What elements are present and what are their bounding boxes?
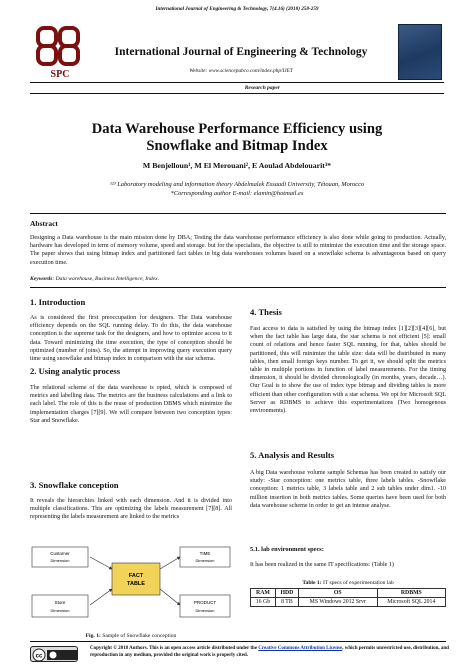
keywords-list: : Data warehouse, Business Intelligence, Index. [52,276,160,282]
journal-cover-image [398,24,442,80]
svg-text:Customer: Customer [50,551,70,556]
section-heading-snowflake: 3. Snowflake conception [30,480,119,490]
footer-rule [30,641,446,642]
table-row [251,598,446,607]
affiliation-block [0,181,474,198]
svg-text:Dimension: Dimension [50,608,70,613]
table-cell: Microsoft SQL 2014 [377,598,445,607]
table-header-cell: OS [298,589,377,598]
header-rule [30,82,444,83]
keywords [30,276,446,282]
time-dimension-box [180,547,230,567]
footer-text: Copyright © 2018 Authors. This is an open access article distributed under the [90,646,259,651]
table-header-cell: HDD [275,589,298,598]
product-dimension-box [180,595,230,617]
svg-text:FACT: FACT [128,573,144,579]
copyright-footer [90,646,460,659]
store-dimension-box [32,595,88,617]
figure-caption-label: Fig. 1: [85,633,101,639]
authors: M Benjelloun¹, M El Merouani², E Aoulad Abdelouarit³* [142,161,332,170]
section-text-analysis: A big Data warehouse volume sample Schemas has been created to satisfy our study: -Star conception: one metrics table, three labels tables. -Snowflake conception: 1 metrics table, 3 labels table and 2 sub tables under dim1. -10 million insertion in both metrics tables. Some queries have been used for both data warehouse scheme in order to get an intense analyse. [250,470,446,509]
journal-citation: International Journal of Engineering & Technology, 7(4.16) (2018) 258-259 [155,6,319,12]
table-caption-label: Table 1: [302,580,322,586]
section-text-thesis: Fast access to data is satisfied by using the bitmap index [1][2][3][4][6], but when the fact table has large data, the star schema is not efficient [5]: small count of relations and hence faster SQL running, for that, tables should be partitioned, this will minimize the table size: data will be distributed in many tables, then small foreign keys number. To get it, we should split the metrics table in multiple portions in function of label measurements. For the timing dimension, it should be divided chronologically (in months, years, decade…). Our Goal is to show the use of index type bitmap and dividing tables is more efficient than other configuration with a star schema. We opt for Microsoft SQL Server as RDBMS to achieve this experimentations (Two homogenous environments). [250,326,446,415]
affiliation: ¹²³ Laboratory modeling and information theory Abdelmalek Essaadi University, Tétouan, Morocco [109,181,365,188]
svg-text:Dimension: Dimension [195,608,215,613]
table-cell: 16 Gb [251,598,276,607]
keywords-label: Keywords [30,276,53,282]
publisher-logo [34,24,86,82]
table-caption [250,580,446,586]
journal-name: International Journal of Engineering & Technology [114,46,368,58]
license-link[interactable]: Creative Commons Attribution License [258,646,343,651]
paper-title: Data Warehouse Performance Efficiency using Snowflake and Bitmap Index [91,121,383,154]
table-header-cell: RDBMS [377,589,445,598]
footer-text-end: , which permits unrestricted use, distribution, and reproduction in any medium, provided the original work is properly cited. [90,646,449,658]
table-caption-text: IT specs of experimentation lab [321,580,394,586]
specs-table [250,588,446,607]
svg-text:cc: cc [35,653,43,660]
table-header-row [251,589,446,598]
fact-table-box [112,563,160,595]
abstract-rule-top [30,213,446,214]
section-text-snowflake: It reveals the hierarchies linked with each dimension. And it is divided into multiple classifications. This are optimizing the labels measurement [7][8]. All representing the labels measurement are linked to the metrics [30,498,232,521]
snowflake-diagram [30,543,232,628]
journal-website[interactable]: Website: www.sciencepubco.com/index.php/IJET [189,68,293,74]
table-cell: 8 TB [275,598,298,607]
subsection-heading-lab-env: 5.1. lab environment specs: [250,546,324,553]
section-heading-thesis: 4. Thesis [250,307,282,317]
logo-text: SPC [50,69,70,80]
section-heading-introduction: 1. Introduction [30,297,86,307]
svg-text:Store: Store [54,600,66,605]
figure-caption-text: Sample of Snowflake conception [100,633,177,639]
abstract-rule-bottom [30,287,446,288]
svg-text:Dimension: Dimension [195,558,215,563]
section-heading-analysis: 5. Analysis and Results [250,450,335,460]
customer-dimension-box [32,547,88,567]
subsection-text-lab-env: It has been realized in the same IT specifications: (Table 1) [250,562,394,568]
section-text-analytic: The relational scheme of the data warehouse is opted, which is composed of metrics and labelling data. The metrics are the business calculations and a link to each label. The role of this is the reuse of production DBMS which minimize the implementation charges [7][9]. We will compare between two conception types: Star and Snowflake. [30,385,232,424]
paper-type: Research paper [244,85,280,91]
svg-text:TIME: TIME [199,551,211,556]
section-heading-analytic: 2. Using analytic process [30,366,121,376]
svg-text:Dimension: Dimension [50,558,70,563]
abstract-heading: Abstract [30,219,58,228]
figure-caption [30,633,232,639]
svg-text:TABLE: TABLE [127,581,145,587]
section-text-introduction: As is considered the first preoccupation for designers. The Data warehouse efficiency depends on the SQL running delay. To do this, the data warehouse conception is the supreme task for the designers, and how to optimize access to it data. Toward minimizing the time execution, the type of conception should be optimized (number of joins). So, the attempt in improving query execution query time using snowflake and bitmap index in comparison with the star schema. [30,315,232,363]
table-cell: MS Windows 2012 Srvr [298,598,377,607]
creative-commons-badge [30,646,78,662]
corresponding-author: *Corresponding author E-mail: elamin@hotmail.es [170,189,304,197]
table-header-cell: RAM [251,589,276,598]
svg-text:PRODUCT: PRODUCT [193,600,217,605]
header-rule-bottom [30,93,444,94]
abstract-text: Designing a Data warehouse is the main mission done by DBA; Testing the data warehouse performance efficiency is also done while going to production. Actually, hardware has developed in term of memory volume, speed and storage. but for the specialists, the objective is still to minimize the execution time and the storage space. The paper shows that using bitmap index and partitioned fact tables in big data warehouses volumes based on a snowflake schema is advantageous based on query execution time. [30,235,446,266]
